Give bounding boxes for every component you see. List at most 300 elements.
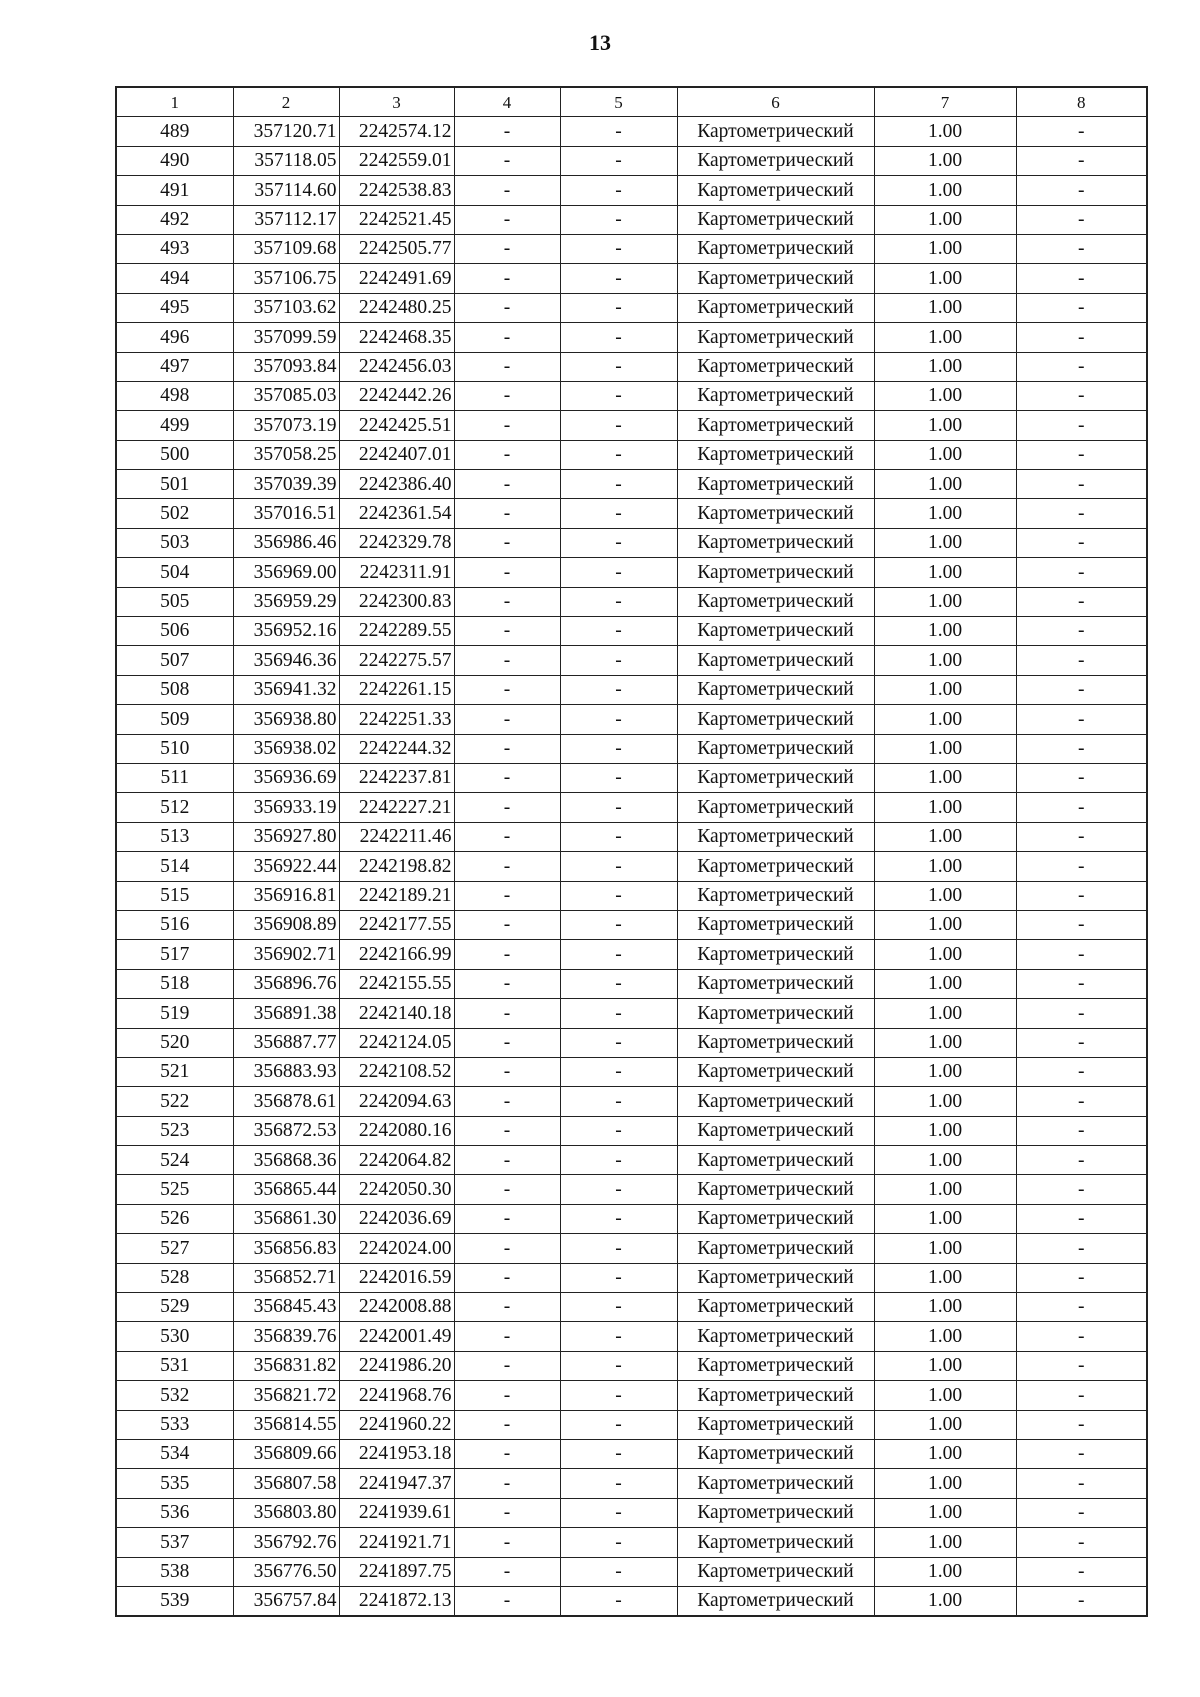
method-cell: Картометрический (677, 381, 874, 410)
accuracy-cell: 1.00 (874, 117, 1016, 146)
table-header-row (116, 87, 1147, 117)
accuracy-cell: 1.00 (874, 176, 1016, 205)
col-5-value-cell: - (560, 528, 677, 557)
y-coordinate-cell: 2242001.49 (339, 1322, 454, 1351)
table-row (116, 1586, 1147, 1616)
y-coordinate-cell: 2241897.75 (339, 1557, 454, 1586)
accuracy-cell: 1.00 (874, 587, 1016, 616)
table-row (116, 999, 1147, 1028)
col-4-value-cell: - (454, 205, 560, 234)
point-number-cell: 506 (116, 617, 233, 646)
col-4-value-cell: - (454, 1322, 560, 1351)
table-row (116, 1381, 1147, 1410)
method-cell: Картометрический (677, 881, 874, 910)
table-row (116, 1557, 1147, 1586)
method-cell: Картометрический (677, 793, 874, 822)
x-coordinate-cell: 356936.69 (233, 763, 339, 792)
col-8-value-cell: - (1016, 470, 1147, 499)
col-8-value-cell: - (1016, 1028, 1147, 1057)
col-4-value-cell: - (454, 646, 560, 675)
col-4-value-cell: - (454, 1057, 560, 1086)
point-number-cell: 531 (116, 1351, 233, 1380)
col-4-value-cell: - (454, 969, 560, 998)
y-coordinate-cell: 2242108.52 (339, 1057, 454, 1086)
table-row (116, 205, 1147, 234)
col-8-value-cell: - (1016, 293, 1147, 322)
table-row (116, 852, 1147, 881)
point-number-cell: 521 (116, 1057, 233, 1086)
point-number-cell: 522 (116, 1087, 233, 1116)
y-coordinate-cell: 2242275.57 (339, 646, 454, 675)
col-4-value-cell: - (454, 1293, 560, 1322)
y-coordinate-cell: 2241872.13 (339, 1586, 454, 1616)
x-coordinate-cell: 356902.71 (233, 940, 339, 969)
column-header: 7 (874, 87, 1016, 117)
col-8-value-cell: - (1016, 1557, 1147, 1586)
table-row (116, 234, 1147, 263)
accuracy-cell: 1.00 (874, 234, 1016, 263)
col-8-value-cell: - (1016, 499, 1147, 528)
x-coordinate-cell: 357120.71 (233, 117, 339, 146)
x-coordinate-cell: 357103.62 (233, 293, 339, 322)
table-row (116, 146, 1147, 175)
col-5-value-cell: - (560, 910, 677, 939)
col-5-value-cell: - (560, 1057, 677, 1086)
col-8-value-cell: - (1016, 1586, 1147, 1616)
point-number-cell: 516 (116, 910, 233, 939)
col-4-value-cell: - (454, 470, 560, 499)
point-number-cell: 503 (116, 528, 233, 557)
col-4-value-cell: - (454, 323, 560, 352)
accuracy-cell: 1.00 (874, 1469, 1016, 1498)
col-5-value-cell: - (560, 499, 677, 528)
col-8-value-cell: - (1016, 617, 1147, 646)
accuracy-cell: 1.00 (874, 470, 1016, 499)
accuracy-cell: 1.00 (874, 705, 1016, 734)
accuracy-cell: 1.00 (874, 1116, 1016, 1145)
col-8-value-cell: - (1016, 1087, 1147, 1116)
col-4-value-cell: - (454, 1439, 560, 1468)
method-cell: Картометрический (677, 1498, 874, 1527)
col-4-value-cell: - (454, 1146, 560, 1175)
point-number-cell: 526 (116, 1204, 233, 1233)
col-5-value-cell: - (560, 1087, 677, 1116)
x-coordinate-cell: 356986.46 (233, 528, 339, 557)
y-coordinate-cell: 2242521.45 (339, 205, 454, 234)
col-5-value-cell: - (560, 470, 677, 499)
y-coordinate-cell: 2241939.61 (339, 1498, 454, 1527)
method-cell: Картометрический (677, 1146, 874, 1175)
col-5-value-cell: - (560, 1175, 677, 1204)
y-coordinate-cell: 2242289.55 (339, 617, 454, 646)
method-cell: Картометрический (677, 646, 874, 675)
col-4-value-cell: - (454, 499, 560, 528)
col-8-value-cell: - (1016, 646, 1147, 675)
accuracy-cell: 1.00 (874, 969, 1016, 998)
col-4-value-cell: - (454, 1586, 560, 1616)
col-8-value-cell: - (1016, 675, 1147, 704)
table-row (116, 528, 1147, 557)
table-row (116, 1439, 1147, 1468)
method-cell: Картометрический (677, 528, 874, 557)
point-number-cell: 530 (116, 1322, 233, 1351)
col-4-value-cell: - (454, 1351, 560, 1380)
col-8-value-cell: - (1016, 1439, 1147, 1468)
table-row (116, 411, 1147, 440)
point-number-cell: 507 (116, 646, 233, 675)
col-4-value-cell: - (454, 1528, 560, 1557)
col-4-value-cell: - (454, 705, 560, 734)
accuracy-cell: 1.00 (874, 1028, 1016, 1057)
col-4-value-cell: - (454, 1263, 560, 1292)
table-row (116, 969, 1147, 998)
col-8-value-cell: - (1016, 822, 1147, 851)
col-8-value-cell: - (1016, 1381, 1147, 1410)
x-coordinate-cell: 356952.16 (233, 617, 339, 646)
col-8-value-cell: - (1016, 910, 1147, 939)
point-number-cell: 489 (116, 117, 233, 146)
x-coordinate-cell: 357109.68 (233, 234, 339, 263)
accuracy-cell: 1.00 (874, 617, 1016, 646)
col-4-value-cell: - (454, 852, 560, 881)
x-coordinate-cell: 356941.32 (233, 675, 339, 704)
y-coordinate-cell: 2242024.00 (339, 1234, 454, 1263)
col-4-value-cell: - (454, 1028, 560, 1057)
x-coordinate-cell: 357118.05 (233, 146, 339, 175)
method-cell: Картометрический (677, 1116, 874, 1145)
x-coordinate-cell: 356872.53 (233, 1116, 339, 1145)
y-coordinate-cell: 2242480.25 (339, 293, 454, 322)
y-coordinate-cell: 2242140.18 (339, 999, 454, 1028)
point-number-cell: 532 (116, 1381, 233, 1410)
table-row (116, 822, 1147, 851)
table-row (116, 1498, 1147, 1527)
point-number-cell: 514 (116, 852, 233, 881)
x-coordinate-cell: 357093.84 (233, 352, 339, 381)
method-cell: Картометрический (677, 440, 874, 469)
point-number-cell: 517 (116, 940, 233, 969)
y-coordinate-cell: 2242036.69 (339, 1204, 454, 1233)
method-cell: Картометрический (677, 1293, 874, 1322)
col-4-value-cell: - (454, 1498, 560, 1527)
point-number-cell: 491 (116, 176, 233, 205)
col-4-value-cell: - (454, 910, 560, 939)
accuracy-cell: 1.00 (874, 440, 1016, 469)
col-8-value-cell: - (1016, 1498, 1147, 1527)
accuracy-cell: 1.00 (874, 675, 1016, 704)
table-row (116, 1175, 1147, 1204)
accuracy-cell: 1.00 (874, 1381, 1016, 1410)
col-5-value-cell: - (560, 205, 677, 234)
point-number-cell: 535 (116, 1469, 233, 1498)
col-5-value-cell: - (560, 881, 677, 910)
x-coordinate-cell: 356757.84 (233, 1586, 339, 1616)
accuracy-cell: 1.00 (874, 1204, 1016, 1233)
y-coordinate-cell: 2241986.20 (339, 1351, 454, 1380)
method-cell: Картометрический (677, 910, 874, 939)
col-5-value-cell: - (560, 852, 677, 881)
table-row (116, 793, 1147, 822)
accuracy-cell: 1.00 (874, 1263, 1016, 1292)
y-coordinate-cell: 2242329.78 (339, 528, 454, 557)
method-cell: Картометрический (677, 352, 874, 381)
col-4-value-cell: - (454, 293, 560, 322)
point-number-cell: 515 (116, 881, 233, 910)
x-coordinate-cell: 356861.30 (233, 1204, 339, 1233)
x-coordinate-cell: 357112.17 (233, 205, 339, 234)
method-cell: Картометрический (677, 617, 874, 646)
point-number-cell: 529 (116, 1293, 233, 1322)
col-4-value-cell: - (454, 587, 560, 616)
method-cell: Картометрический (677, 999, 874, 1028)
col-4-value-cell: - (454, 411, 560, 440)
col-8-value-cell: - (1016, 763, 1147, 792)
point-number-cell: 536 (116, 1498, 233, 1527)
method-cell: Картометрический (677, 499, 874, 528)
x-coordinate-cell: 356938.02 (233, 734, 339, 763)
col-4-value-cell: - (454, 352, 560, 381)
point-number-cell: 492 (116, 205, 233, 234)
method-cell: Картометрический (677, 1586, 874, 1616)
y-coordinate-cell: 2242538.83 (339, 176, 454, 205)
x-coordinate-cell: 356916.81 (233, 881, 339, 910)
accuracy-cell: 1.00 (874, 763, 1016, 792)
accuracy-cell: 1.00 (874, 852, 1016, 881)
col-4-value-cell: - (454, 1204, 560, 1233)
x-coordinate-cell: 357039.39 (233, 470, 339, 499)
method-cell: Картометрический (677, 234, 874, 263)
point-number-cell: 527 (116, 1234, 233, 1263)
point-number-cell: 520 (116, 1028, 233, 1057)
col-5-value-cell: - (560, 1557, 677, 1586)
x-coordinate-cell: 356776.50 (233, 1557, 339, 1586)
col-8-value-cell: - (1016, 1351, 1147, 1380)
y-coordinate-cell: 2242016.59 (339, 1263, 454, 1292)
col-4-value-cell: - (454, 1557, 560, 1586)
col-5-value-cell: - (560, 1028, 677, 1057)
x-coordinate-cell: 356969.00 (233, 558, 339, 587)
col-8-value-cell: - (1016, 793, 1147, 822)
table-row (116, 1146, 1147, 1175)
table-row (116, 705, 1147, 734)
y-coordinate-cell: 2242244.32 (339, 734, 454, 763)
col-5-value-cell: - (560, 352, 677, 381)
col-8-value-cell: - (1016, 146, 1147, 175)
x-coordinate-cell: 356831.82 (233, 1351, 339, 1380)
table-row (116, 499, 1147, 528)
method-cell: Картометрический (677, 1175, 874, 1204)
column-header: 8 (1016, 87, 1147, 117)
column-header: 5 (560, 87, 677, 117)
table-row (116, 587, 1147, 616)
point-number-cell: 534 (116, 1439, 233, 1468)
point-number-cell: 495 (116, 293, 233, 322)
col-4-value-cell: - (454, 734, 560, 763)
method-cell: Картометрический (677, 1557, 874, 1586)
point-number-cell: 524 (116, 1146, 233, 1175)
col-8-value-cell: - (1016, 705, 1147, 734)
y-coordinate-cell: 2241953.18 (339, 1439, 454, 1468)
col-8-value-cell: - (1016, 734, 1147, 763)
y-coordinate-cell: 2242407.01 (339, 440, 454, 469)
x-coordinate-cell: 356807.58 (233, 1469, 339, 1498)
col-5-value-cell: - (560, 264, 677, 293)
point-number-cell: 539 (116, 1586, 233, 1616)
col-5-value-cell: - (560, 1234, 677, 1263)
accuracy-cell: 1.00 (874, 411, 1016, 440)
table-row (116, 117, 1147, 146)
point-number-cell: 509 (116, 705, 233, 734)
x-coordinate-cell: 356809.66 (233, 1439, 339, 1468)
table-row (116, 264, 1147, 293)
col-5-value-cell: - (560, 1322, 677, 1351)
point-number-cell: 490 (116, 146, 233, 175)
col-4-value-cell: - (454, 999, 560, 1028)
col-5-value-cell: - (560, 734, 677, 763)
col-4-value-cell: - (454, 1175, 560, 1204)
col-5-value-cell: - (560, 587, 677, 616)
col-5-value-cell: - (560, 617, 677, 646)
y-coordinate-cell: 2242166.99 (339, 940, 454, 969)
y-coordinate-cell: 2242386.40 (339, 470, 454, 499)
method-cell: Картометрический (677, 1439, 874, 1468)
y-coordinate-cell: 2242574.12 (339, 117, 454, 146)
method-cell: Картометрический (677, 323, 874, 352)
accuracy-cell: 1.00 (874, 1057, 1016, 1086)
col-8-value-cell: - (1016, 999, 1147, 1028)
page-number: 13 (589, 30, 611, 55)
x-coordinate-cell: 356878.61 (233, 1087, 339, 1116)
method-cell: Картометрический (677, 1528, 874, 1557)
point-number-cell: 525 (116, 1175, 233, 1204)
method-cell: Картометрический (677, 205, 874, 234)
column-header: 1 (116, 87, 233, 117)
y-coordinate-cell: 2242442.26 (339, 381, 454, 410)
accuracy-cell: 1.00 (874, 205, 1016, 234)
method-cell: Картометрический (677, 1351, 874, 1380)
col-8-value-cell: - (1016, 1410, 1147, 1439)
method-cell: Картометрический (677, 940, 874, 969)
col-8-value-cell: - (1016, 264, 1147, 293)
table-row (116, 1263, 1147, 1292)
y-coordinate-cell: 2242198.82 (339, 852, 454, 881)
col-8-value-cell: - (1016, 852, 1147, 881)
col-8-value-cell: - (1016, 1057, 1147, 1086)
accuracy-cell: 1.00 (874, 1293, 1016, 1322)
col-5-value-cell: - (560, 411, 677, 440)
x-coordinate-cell: 356821.72 (233, 1381, 339, 1410)
col-8-value-cell: - (1016, 1234, 1147, 1263)
x-coordinate-cell: 356933.19 (233, 793, 339, 822)
table-row (116, 293, 1147, 322)
col-4-value-cell: - (454, 1087, 560, 1116)
col-5-value-cell: - (560, 1263, 677, 1292)
col-4-value-cell: - (454, 234, 560, 263)
y-coordinate-cell: 2242505.77 (339, 234, 454, 263)
x-coordinate-cell: 356839.76 (233, 1322, 339, 1351)
table-row (116, 910, 1147, 939)
col-8-value-cell: - (1016, 881, 1147, 910)
accuracy-cell: 1.00 (874, 293, 1016, 322)
col-4-value-cell: - (454, 822, 560, 851)
method-cell: Картометрический (677, 705, 874, 734)
point-number-cell: 505 (116, 587, 233, 616)
point-number-cell: 496 (116, 323, 233, 352)
col-5-value-cell: - (560, 763, 677, 792)
accuracy-cell: 1.00 (874, 1528, 1016, 1557)
accuracy-cell: 1.00 (874, 1498, 1016, 1527)
table-row (116, 1057, 1147, 1086)
accuracy-cell: 1.00 (874, 1146, 1016, 1175)
point-number-cell: 510 (116, 734, 233, 763)
col-8-value-cell: - (1016, 1263, 1147, 1292)
y-coordinate-cell: 2242300.83 (339, 587, 454, 616)
col-5-value-cell: - (560, 440, 677, 469)
point-number-cell: 508 (116, 675, 233, 704)
table-row (116, 675, 1147, 704)
col-4-value-cell: - (454, 558, 560, 587)
table-row (116, 1204, 1147, 1233)
col-8-value-cell: - (1016, 1175, 1147, 1204)
table-row (116, 1469, 1147, 1498)
point-number-cell: 498 (116, 381, 233, 410)
x-coordinate-cell: 356908.89 (233, 910, 339, 939)
y-coordinate-cell: 2242251.33 (339, 705, 454, 734)
y-coordinate-cell: 2242177.55 (339, 910, 454, 939)
col-8-value-cell: - (1016, 1204, 1147, 1233)
accuracy-cell: 1.00 (874, 1557, 1016, 1586)
method-cell: Картометрический (677, 852, 874, 881)
method-cell: Картометрический (677, 763, 874, 792)
y-coordinate-cell: 2241947.37 (339, 1469, 454, 1498)
col-8-value-cell: - (1016, 587, 1147, 616)
point-number-cell: 504 (116, 558, 233, 587)
col-8-value-cell: - (1016, 176, 1147, 205)
point-number-cell: 493 (116, 234, 233, 263)
y-coordinate-cell: 2242189.21 (339, 881, 454, 910)
y-coordinate-cell: 2242261.15 (339, 675, 454, 704)
x-coordinate-cell: 357106.75 (233, 264, 339, 293)
accuracy-cell: 1.00 (874, 1087, 1016, 1116)
col-4-value-cell: - (454, 176, 560, 205)
col-5-value-cell: - (560, 822, 677, 851)
x-coordinate-cell: 356792.76 (233, 1528, 339, 1557)
x-coordinate-cell: 357016.51 (233, 499, 339, 528)
table-row (116, 1322, 1147, 1351)
point-number-cell: 518 (116, 969, 233, 998)
x-coordinate-cell: 356868.36 (233, 1146, 339, 1175)
y-coordinate-cell: 2242311.91 (339, 558, 454, 587)
y-coordinate-cell: 2242008.88 (339, 1293, 454, 1322)
x-coordinate-cell: 356845.43 (233, 1293, 339, 1322)
table-row (116, 1234, 1147, 1263)
method-cell: Картометрический (677, 969, 874, 998)
col-8-value-cell: - (1016, 1116, 1147, 1145)
col-5-value-cell: - (560, 234, 677, 263)
col-8-value-cell: - (1016, 323, 1147, 352)
table-row (116, 881, 1147, 910)
col-5-value-cell: - (560, 558, 677, 587)
table-row (116, 558, 1147, 587)
col-8-value-cell: - (1016, 558, 1147, 587)
y-coordinate-cell: 2242468.35 (339, 323, 454, 352)
method-cell: Картометрический (677, 1410, 874, 1439)
method-cell: Картометрический (677, 176, 874, 205)
col-8-value-cell: - (1016, 1293, 1147, 1322)
method-cell: Картометрический (677, 293, 874, 322)
table-row (116, 1116, 1147, 1145)
method-cell: Картометрический (677, 264, 874, 293)
